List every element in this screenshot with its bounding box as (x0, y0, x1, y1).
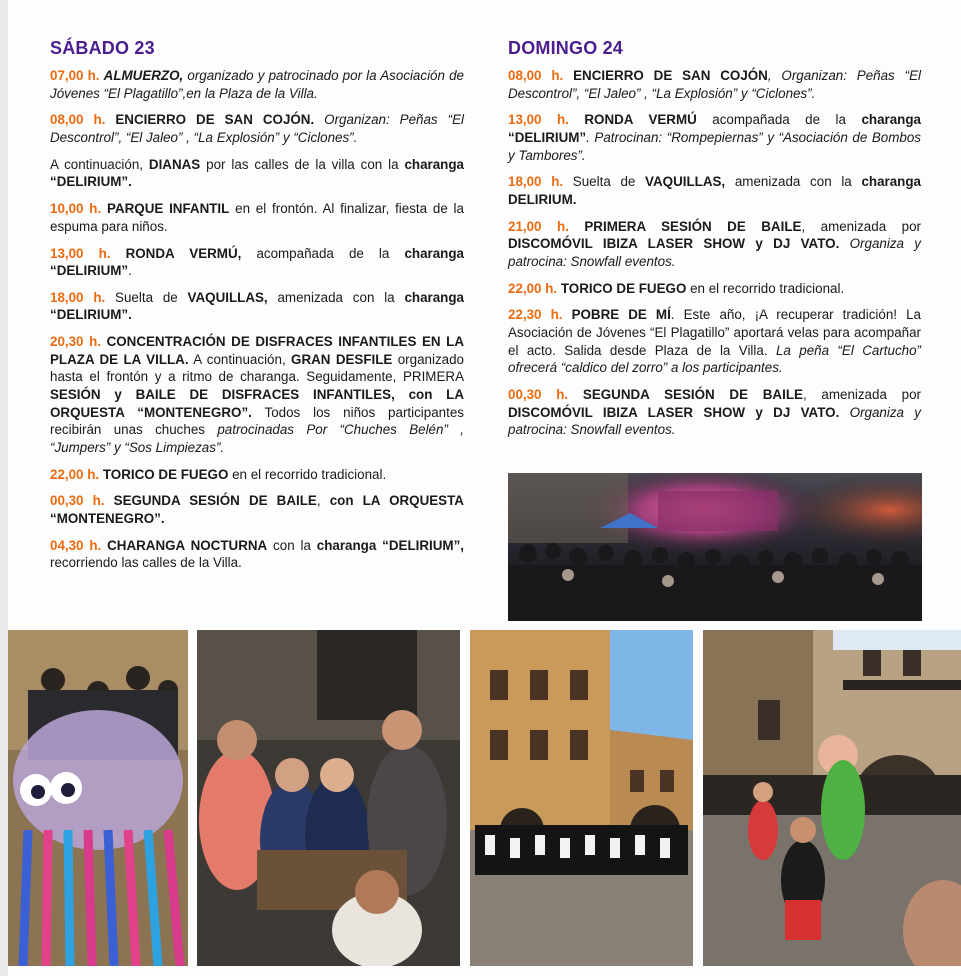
entry-text: PRIMERA SESIÓN DE BAILE (584, 218, 802, 234)
schedule-entry (50, 289, 464, 324)
entry-text: TORICO DE FUEGO (560, 280, 687, 296)
schedule-entry (508, 280, 921, 298)
entry-time: 22,00 h. (508, 280, 558, 296)
schedule-entry (50, 245, 464, 280)
vermouth-toast-photo (197, 630, 460, 966)
entry-text: amenizada con la (267, 289, 405, 305)
entry-time: 20,30 h. (50, 334, 101, 350)
schedule-entry (50, 333, 464, 456)
entry-time: 18,00 h. (50, 289, 106, 305)
entry-time: 07,00 h. (50, 68, 100, 83)
entry-text: Suelta de (563, 174, 646, 190)
schedule-entry (508, 111, 921, 164)
entry-text (569, 112, 584, 127)
entry-text: Organizan: Peñas “El Descontrol”, “El Jaleo” , “La Explosión” y “Ciclones”. (50, 112, 464, 145)
entry-text: por las calles de la villa con la (200, 156, 405, 172)
entry-time: 10,00 h. (50, 201, 102, 217)
entry-text: . Patrocinan: “Rompepiernas” y “Asociación de Bombos y Tambores”. (508, 129, 921, 163)
entry-text: Todos los niños participantes recibirán unas chuches (50, 404, 464, 438)
entry-text (111, 246, 126, 261)
entry-time: 21,00 h. (508, 218, 569, 234)
entry-text: A continuación, (50, 156, 149, 172)
schedule-entry (50, 466, 464, 484)
saturday-schedule (50, 67, 464, 572)
schedule-entry (50, 200, 464, 235)
entry-text: , (316, 493, 330, 509)
schedule-entry (50, 67, 464, 102)
sunday-schedule (508, 67, 921, 439)
schedule-entry (50, 156, 464, 191)
entry-text: charanga DELIRIUM. (508, 174, 921, 207)
entry-time: 18,00 h. (508, 174, 564, 190)
entry-text: . Este año, ¡A recuperar tradición! La Asociación de Jóvenes “El Plagatillo” aportará velas para acompañar el acto. Salida desde Plaza de la Villa. (508, 307, 921, 358)
entry-text: organizado y patrocinado por la Asociación de Jóvenes “El Plagatillo”,en la Plaza de la Villa. (50, 68, 464, 101)
entry-text (568, 387, 583, 402)
entry-text: , amenizada por (801, 218, 921, 234)
entry-text: GRAN DESFILE (291, 351, 393, 367)
entry-text (105, 493, 114, 508)
entry-text: con LA ORQUESTA “MONTENEGRO”. (50, 493, 464, 526)
entry-text: en el recorrido tradicional. (686, 280, 845, 296)
entry-text: recorriendo las calles de la Villa. (50, 555, 242, 571)
entry-text: con la (267, 537, 317, 553)
entry-text: POBRE DE MÍ (571, 307, 671, 323)
entry-time: 13,00 h. (50, 245, 111, 261)
entry-text: organizado hasta el frontón y a ritmo de charanga. Seguidamente, PRIMERA (50, 351, 464, 385)
entry-time: 13,00 h. (508, 112, 569, 128)
entry-text: PARQUE INFANTIL (107, 201, 230, 217)
entry-text: en el recorrido tradicional. (228, 466, 387, 482)
schedule-entry (50, 537, 464, 572)
entry-text: VAQUILLAS, (645, 174, 726, 190)
entry-text: ALMUERZO, (103, 68, 184, 83)
entry-text: A continuación, (188, 351, 292, 367)
entry-text: Suelta de (105, 289, 188, 305)
schedule-entry (50, 492, 464, 527)
town-hall-band-photo (470, 630, 693, 966)
entry-text: SESIÓN y BAILE DE DISFRACES INFANTILES, con LA ORQUESTA “MONTENEGRO”. (50, 387, 464, 420)
schedule-entry (508, 386, 921, 439)
entry-text: acompañada de la (241, 245, 405, 261)
entry-text: patrocinadas Por “Chuches Belén” , “Jumpers” y “Sos Limpiezas”. (50, 422, 464, 455)
entry-time: 00,30 h. (508, 387, 569, 403)
entry-text: , amenizada por (802, 387, 921, 403)
entry-text: ENCIERRO DE SAN COJÓN. (115, 112, 315, 128)
entry-text: DIANAS (148, 156, 201, 172)
entry-text: charanga “DELIRIUM”, (316, 537, 464, 553)
schedule-entry (508, 67, 921, 102)
entry-text: TORICO DE FUEGO (102, 466, 229, 482)
entry-text (105, 112, 115, 127)
entry-text: acompañada de la (696, 112, 862, 128)
entry-text: . (128, 263, 132, 279)
entry-time: 08,00 h. (50, 112, 106, 128)
entry-text: charanga “DELIRIUM”. (50, 289, 464, 323)
entry-text: charanga “DELIRIUM” (508, 112, 921, 145)
concert-crowd-photo (508, 473, 922, 621)
entry-time: 08,00 h. (508, 68, 564, 83)
entry-time: 00,30 h. (50, 493, 105, 509)
entry-text: DISCOMÓVIL IBIZA LASER SHOW y DJ VATO. (508, 404, 840, 420)
entry-text: amenizada con la (725, 174, 862, 190)
entry-text: SEGUNDA SESIÓN DE BAILE (582, 387, 803, 403)
entry-text: CONCENTRACIÓN DE DISFRACES INFANTILES EN LA PLAZA DE LA VILLA. (50, 334, 464, 367)
children-costume-photo (8, 630, 188, 966)
entry-text: RONDA VERMÚ, (125, 245, 242, 261)
schedule-entry (50, 111, 464, 146)
entry-text: charanga “DELIRIUM”. (50, 156, 464, 190)
saturday-column (50, 38, 464, 581)
entry-text (563, 68, 573, 83)
giant-figure-plaza-photo (703, 630, 961, 966)
entry-text: charanga “DELIRIUM” (50, 245, 464, 279)
entry-time: 22,30 h. (508, 307, 563, 323)
schedule-entry (508, 173, 921, 208)
entry-text: CHARANGA NOCTURNA (107, 537, 268, 553)
entry-text: , Organizan: Peñas “El Descontrol”, “El Jaleo” , “La Explosión” y “Ciclones”. (508, 68, 921, 101)
entry-text: DISCOMÓVIL IBIZA LASER SHOW y DJ VATO. (508, 236, 840, 252)
schedule-entry (508, 218, 921, 271)
page-left-edge (0, 0, 8, 976)
entry-text: RONDA VERMÚ (584, 112, 697, 128)
entry-text: Organiza y patrocina: Snowfall eventos. (508, 236, 921, 269)
entry-time: 22,00 h. (50, 466, 100, 482)
entry-text: en el frontón. Al finalizar, fiesta de la espuma para niños. (50, 201, 464, 234)
entry-text: ENCIERRO DE SAN COJÓN (573, 68, 768, 83)
entry-time: 04,30 h. (50, 537, 102, 553)
sunday-column (508, 38, 921, 448)
entry-text: SEGUNDA SESIÓN DE BAILE (113, 493, 317, 509)
entry-text: VAQUILLAS, (187, 289, 268, 305)
schedule-entry (508, 306, 921, 376)
saturday-title: SÁBADO 23 (50, 38, 155, 58)
entry-text: La peña “El Cartucho” ofrecerá “caldico del zorro” a los participantes. (508, 342, 921, 376)
entry-text (569, 219, 584, 234)
sunday-title: DOMINGO 24 (508, 38, 624, 58)
entry-text: Organiza y patrocina: Snowfall eventos. (508, 404, 921, 438)
entry-text (562, 307, 571, 322)
